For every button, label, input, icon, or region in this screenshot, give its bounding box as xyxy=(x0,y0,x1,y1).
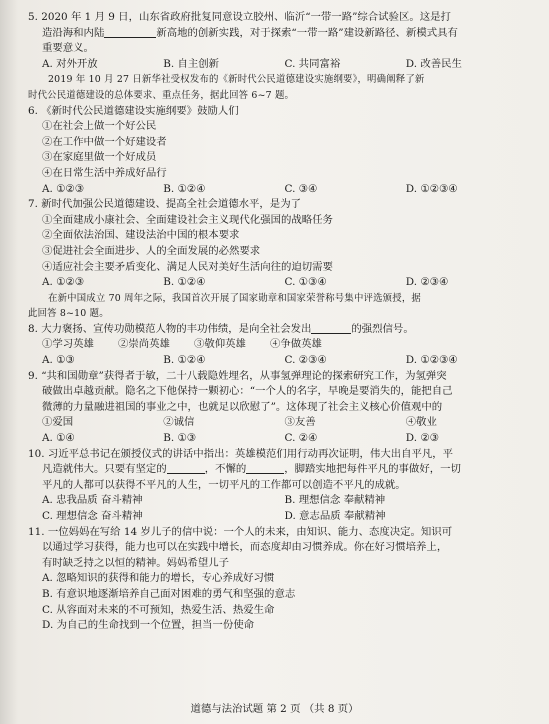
q7-item-4: ④适应社会主要矛盾变化、满足人民对美好生活向往的迫切需要 xyxy=(42,260,333,273)
q10-blank-1 xyxy=(167,462,205,474)
q7-options xyxy=(28,275,527,291)
q5-blank xyxy=(104,26,156,38)
question-6 xyxy=(28,104,527,198)
q10-options-row-1 xyxy=(28,493,527,509)
question-5 xyxy=(28,10,527,72)
q6-stem: 6. 《新时代公民道德建设实施纲要》鼓励人们 xyxy=(28,104,239,117)
q7-stem: 7. 新时代加强公民道德建设、提高全社会道德水平，是为了 xyxy=(28,198,301,211)
q10-line-3: 平凡的人都可以获得不平凡的人生，一切平凡的工作都可以创造不平凡的成就。 xyxy=(42,478,406,491)
q5-option-b: B. 自主创新 xyxy=(163,57,220,70)
page-footer: 道德与法治试题 第 2 页 （共 8 页） xyxy=(190,703,359,716)
q7-item-3: ③促进社会全面进步、人的全面发展的必然要求 xyxy=(42,244,261,257)
q8-option-b: B. ①②④ xyxy=(163,354,206,367)
intro-8-10 xyxy=(28,291,527,322)
q9-option-c: C. ②④ xyxy=(284,432,318,445)
question-9 xyxy=(28,369,527,447)
q9-options xyxy=(28,431,527,447)
q11-line-3: 有时缺乏持之以恒的精神。妈妈希望儿子 xyxy=(42,556,230,569)
intro-8-10-line-1: 在新中国成立 70 周年之际，我国首次开展了国家勋章和国家荣誉称号集中评选颁授，据 xyxy=(48,292,421,304)
question-7 xyxy=(28,197,527,291)
q10-line-2b: ，不懈的 xyxy=(204,463,247,476)
q5-options xyxy=(28,57,527,73)
q11-option-d: D. 为自己的生命找到一个位置，担当一份使命 xyxy=(42,619,254,632)
q8-stem-a: 8. 大力褒扬、宣传功勋模范人物的丰功伟绩，是向全社会发出 xyxy=(28,322,312,335)
q5-line-3: 重要意义。 xyxy=(42,42,94,55)
question-11 xyxy=(28,525,527,634)
intro-6-7-line-2: 时代公民道德建设的总体要求、重点任务，据此回答 6~7 题。 xyxy=(28,89,295,101)
q8-item-4: ④争做英雄 xyxy=(270,338,322,351)
q8-options xyxy=(28,353,527,369)
q8-option-d: D. ①②③④ xyxy=(405,354,458,367)
q8-option-c: C. ②③④ xyxy=(284,354,327,367)
q5-line-2a: 造沿海和内陆 xyxy=(42,26,105,39)
q6-item-1: ①在社会上做一个好公民 xyxy=(42,120,157,133)
q8-blank xyxy=(311,322,351,334)
question-8 xyxy=(28,322,527,369)
intro-6-7 xyxy=(28,72,527,103)
q8-item-2: ②崇尚英雄 xyxy=(118,338,170,351)
q6-option-d: D. ①②③④ xyxy=(405,182,458,195)
q9-item-3: ③友善 xyxy=(284,416,316,429)
q9-item-4: ④敬业 xyxy=(405,416,437,429)
q10-option-d: D. 意志品质 奉献精神 xyxy=(284,510,386,522)
q9-items xyxy=(28,415,527,431)
q6-option-c: C. ③④ xyxy=(284,182,318,195)
q10-option-a: A. 忠我品质 奋斗精神 xyxy=(42,494,143,507)
q7-item-1: ①全面建成小康社会、全面建设社会主义现代化强国的战略任务 xyxy=(42,213,333,226)
q7-option-c: C. ①③④ xyxy=(284,276,327,289)
q5-option-d: D. 改善民生 xyxy=(405,57,462,70)
intro-6-7-line-1: 2019 年 10 月 27 日新华社受权发布的《新时代公民道德建设实施纲要》，明确阐释了新 xyxy=(48,74,425,86)
q8-stem-b: 的强烈信号。 xyxy=(351,322,414,335)
q7-option-b: B. ①②④ xyxy=(163,276,206,289)
q6-options xyxy=(28,182,527,198)
q10-option-c: C. 理想信念 奋斗精神 xyxy=(42,510,143,522)
q11-line-2: 以通过学习获得，能力也可以在实践中增长，而态度却由习惯养成。你在好习惯培养上， xyxy=(42,541,448,554)
q10-line-2c: ，脚踏实地把每件平凡的事做好，一切 xyxy=(284,463,461,476)
q6-option-a: A. ①②③ xyxy=(42,182,85,195)
q8-item-3: ③敬仰英雄 xyxy=(194,338,246,351)
q10-blank-2 xyxy=(246,462,284,474)
page-fold-shadow xyxy=(0,0,18,724)
q11-option-a: A. 忽略知识的获得和能力的增长，专心养成好习惯 xyxy=(42,572,275,585)
q10-line-2a: 凡造就伟大。只要有坚定的 xyxy=(42,463,167,476)
q5-option-a: A. 对外开放 xyxy=(42,57,98,70)
q9-line-2: 破做出卓越贡献。隐名之下他保持一颗初心：“一个人的名字，早晚是要消失的，能把自己 xyxy=(42,385,453,398)
q7-option-a: A. ①②③ xyxy=(42,276,85,289)
q6-item-4: ④在日常生活中养成好品行 xyxy=(42,166,167,179)
q6-option-b: B. ①②④ xyxy=(163,182,206,195)
q6-item-3: ③在家庭里做一个好成员 xyxy=(42,151,157,164)
question-10 xyxy=(28,447,527,525)
q9-option-b: B. ①③ xyxy=(163,432,197,445)
q6-item-2: ②在工作中做一个好建设者 xyxy=(42,135,167,148)
q8-item-1: ①学习英雄 xyxy=(42,338,94,351)
q5-option-c: C. 共同富裕 xyxy=(284,57,341,70)
q11-option-b: B. 有意识地逐渐培养自己面对困难的勇气和坚强的意志 xyxy=(42,587,296,600)
q10-options-row-2 xyxy=(28,509,527,525)
q9-line-1: 9. “共和国勋章”获得者于敏，二十八载隐姓埋名，从事氢弹理论的探索研究工作，为氢弹突 xyxy=(28,369,447,382)
q9-option-d: D. ②③ xyxy=(405,432,439,445)
q7-item-2: ②全面依法治国、建设法治中国的根本要求 xyxy=(42,229,240,242)
q7-option-d: D. ②③④ xyxy=(405,276,449,289)
q5-line-1: 5. 2020 年 1 月 9 日，山东省政府批复同意设立胶州、临沂“一带一路”综合试验区。这是打 xyxy=(28,11,451,23)
q9-option-a: A. ①④ xyxy=(42,432,75,445)
q5-line-2b: 新高地的创新实践，对于探索“一带一路”建设新路径、新模式具有 xyxy=(156,26,458,39)
q10-line-1: 10. 习近平总书记在颁授仪式的讲话中指出：英雄模范们用行动再次证明，伟大出自平凡，平 xyxy=(28,447,454,460)
q9-item-2: ②诚信 xyxy=(163,416,195,429)
q9-line-3: 微薄的力量融进祖国的事业之中，也就足以欣慰了”。这体现了社会主义核心价值观中的 xyxy=(42,400,443,413)
q11-line-1: 11. 一位妈妈在写给 14 岁儿子的信中说：一个人的未来，由知识、能力、态度决定。知识可 xyxy=(28,525,453,538)
q8-option-a: A. ①③ xyxy=(42,354,75,367)
q10-option-b: B. 理想信念 奉献精神 xyxy=(284,494,386,507)
intro-8-10-line-2: 此回答 8~10 题。 xyxy=(28,308,109,320)
q9-item-1: ①爱国 xyxy=(42,416,74,429)
q11-option-c: C. 从容面对未来的不可预知，热爱生活、热爱生命 xyxy=(42,603,275,616)
q8-items xyxy=(28,337,527,353)
